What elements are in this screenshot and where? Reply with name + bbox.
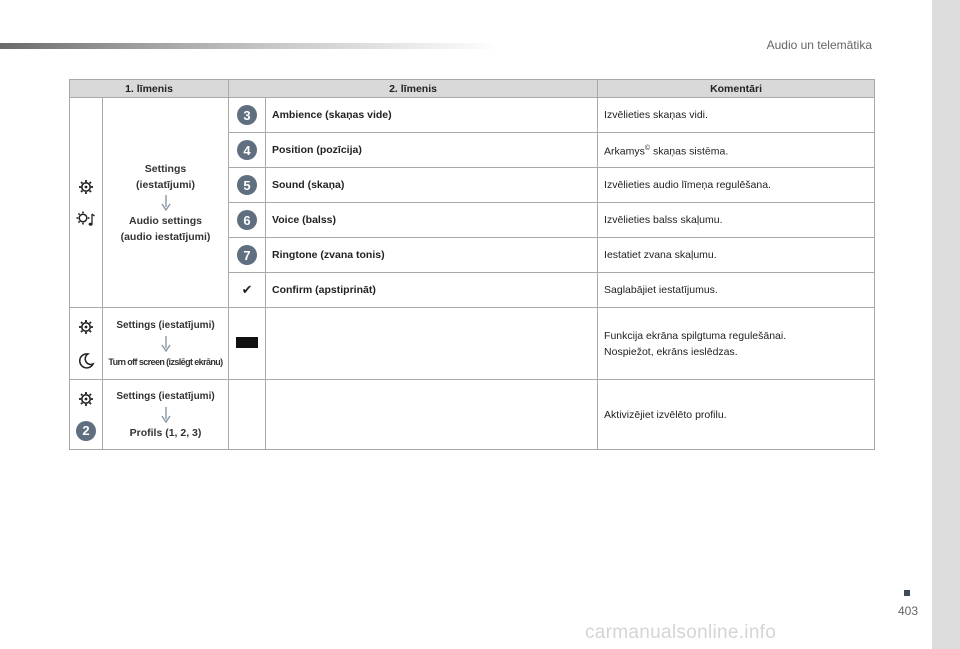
level1-profile xyxy=(103,380,229,450)
empty-cell xyxy=(229,380,266,450)
header-level2: 2. līmenis xyxy=(229,80,598,98)
watermark: carmanualsonline.info xyxy=(585,622,777,643)
profile-comment: Aktivizējiet izvēlēto profilu. xyxy=(598,380,875,450)
header-comments: Komentāri xyxy=(598,80,875,98)
number-badge-7: 7 xyxy=(237,245,257,265)
header-decorative-rule xyxy=(0,43,500,49)
table-row xyxy=(70,98,875,133)
option-label: Confirm (apstiprināt) xyxy=(266,273,598,308)
number-badge-2: 2 xyxy=(76,421,96,441)
option-number-cell xyxy=(229,203,266,238)
option-label: Position (pozīcija) xyxy=(266,133,598,168)
option-comment: Saglabājiet iestatījumus. xyxy=(598,273,875,308)
number-badge-3: 3 xyxy=(237,105,257,125)
comment-brand: Arkamys xyxy=(604,145,645,158)
profile-icons-cell xyxy=(70,380,103,450)
screen-symbol-cell xyxy=(229,308,266,380)
gear-icon xyxy=(76,177,96,197)
option-comment: Iestatiet zvana skaļumu. xyxy=(598,238,875,273)
checkmark-icon: ✔ xyxy=(241,282,253,297)
header-level1: 1. līmenis xyxy=(70,80,229,98)
option-number-cell xyxy=(229,133,266,168)
screen-comment-line1: Funkcija ekrāna spilgtuma regulešānai. xyxy=(604,329,787,342)
level1-audio-label: Audio settings xyxy=(129,214,202,227)
audio-icons-cell xyxy=(70,98,103,308)
option-number-cell xyxy=(229,168,266,203)
gear-icon xyxy=(76,317,96,337)
option-number-cell xyxy=(229,238,266,273)
page-number: 403 xyxy=(898,604,919,618)
chapter-side-band xyxy=(932,0,960,649)
copyright-mark: © xyxy=(644,144,651,152)
level1-settings-label: Settings (iestatījumi) xyxy=(116,391,215,402)
option-number-cell xyxy=(229,98,266,133)
level1-audio-translation: (audio iestatījumi) xyxy=(120,230,211,243)
level1-settings-translation: (iestatījumi) xyxy=(136,178,195,191)
option-number-cell xyxy=(229,273,266,308)
moon-icon xyxy=(76,351,96,371)
option-comment: Izvēlieties audio līmeņa regulēšana. xyxy=(598,168,875,203)
level1-settings-label: Settings xyxy=(144,162,187,175)
option-label: Sound (skaņa) xyxy=(266,168,598,203)
option-label: Voice (balss) xyxy=(266,203,598,238)
option-comment xyxy=(598,133,875,168)
number-badge-6: 6 xyxy=(237,210,257,230)
arrow-down-icon xyxy=(161,195,171,211)
screen-comment xyxy=(598,308,875,380)
section-title: Audio un telemātika xyxy=(766,38,872,52)
option-label: Ambience (skaņas vide) xyxy=(266,98,598,133)
table-row xyxy=(70,380,875,450)
audio-settings-icon xyxy=(76,209,96,229)
table-row xyxy=(70,308,875,380)
black-screen-icon xyxy=(236,337,258,348)
level1-profile-label: Profils (1, 2, 3) xyxy=(129,427,202,439)
page-marker xyxy=(904,590,910,596)
screen-comment-line2: Nospiežot, ekrāns ieslēdzas. xyxy=(604,345,738,358)
table-header-row xyxy=(70,80,875,98)
comment-text: skaņas sistēma. xyxy=(650,145,729,158)
gear-icon xyxy=(76,389,96,409)
level1-screen-off xyxy=(103,308,229,380)
option-comment: Izvēlieties skaņas vidi. xyxy=(598,98,875,133)
arrow-down-icon xyxy=(161,336,171,352)
number-badge-5: 5 xyxy=(237,175,257,195)
number-badge-4: 4 xyxy=(237,140,257,160)
level1-audio-settings xyxy=(103,98,229,308)
option-comment: Izvēlieties balss skaļumu. xyxy=(598,203,875,238)
option-label: Ringtone (zvana tonis) xyxy=(266,238,598,273)
screen-icons-cell xyxy=(70,308,103,380)
empty-cell xyxy=(266,380,598,450)
level1-screen-off-label: Turn off screen (izslēgt ekrānu) xyxy=(108,357,223,367)
level1-settings-label: Settings (iestatījumi) xyxy=(116,320,215,331)
settings-table xyxy=(69,79,875,450)
empty-cell xyxy=(266,308,598,380)
arrow-down-icon xyxy=(161,407,171,423)
